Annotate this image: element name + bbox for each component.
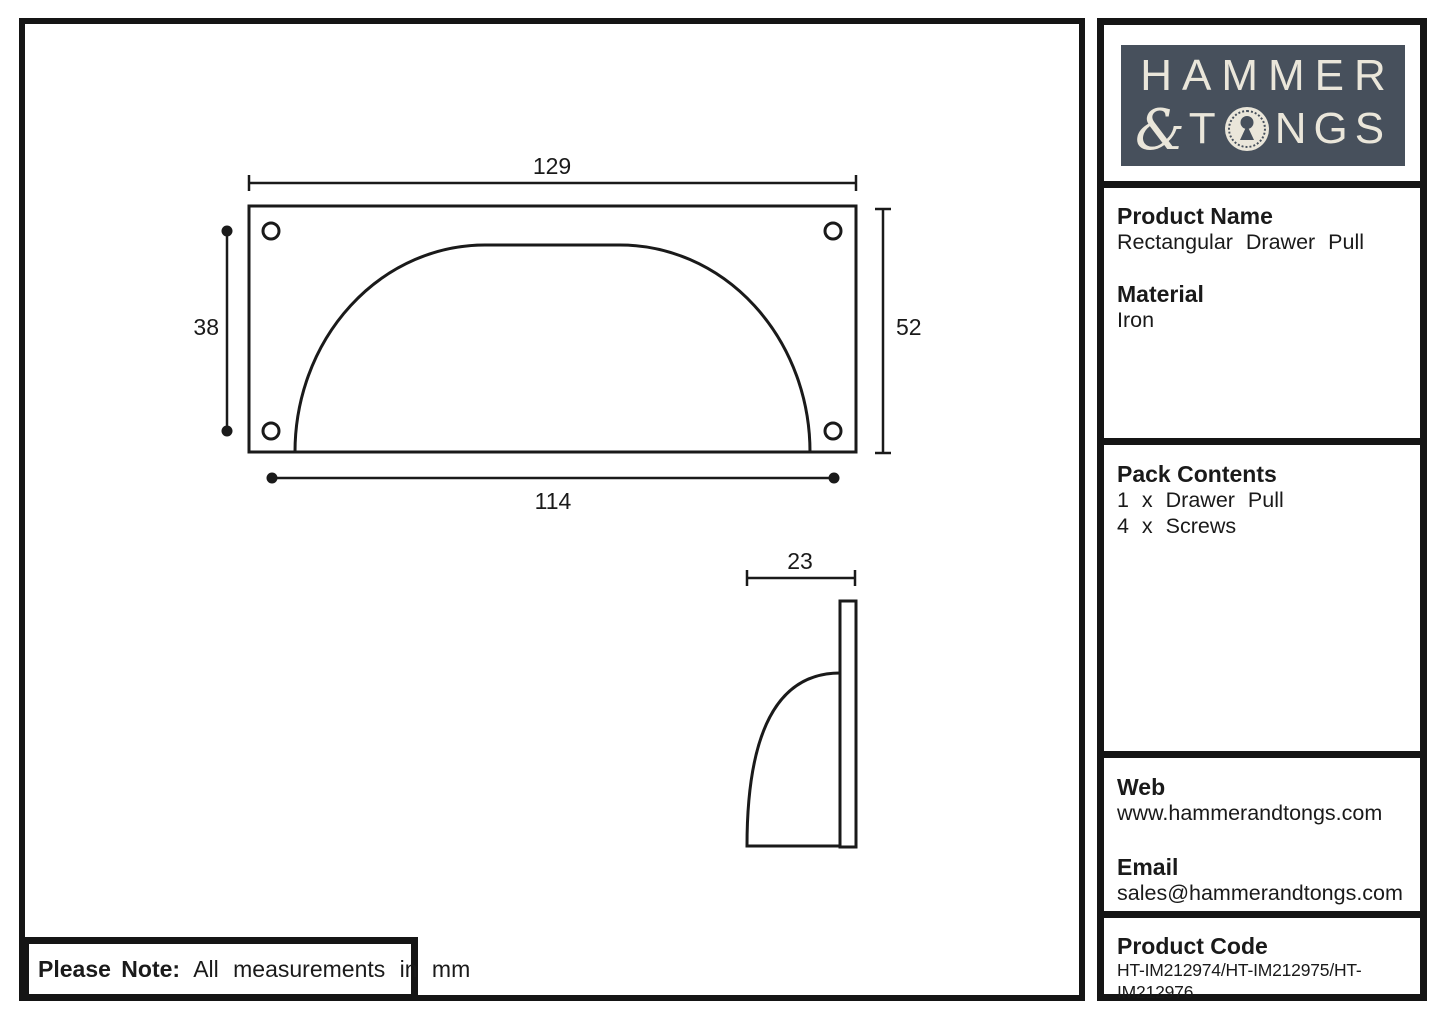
email-value: sales@hammerandtongs.com: [1117, 881, 1403, 905]
logo-letter-t: T: [1188, 104, 1223, 153]
web-value: www.hammerandtongs.com: [1117, 801, 1383, 825]
dimension-label-depth: 23: [787, 548, 813, 574]
keyhole-icon: [1225, 107, 1269, 151]
keyhole-body: [1240, 125, 1254, 140]
email-heading: Email: [1117, 854, 1179, 880]
logo-panel: [1097, 18, 1427, 188]
product-name-heading: Product Name: [1117, 203, 1273, 229]
hammer-and-tongs-logo: [1121, 45, 1405, 166]
note-text: All measurements in mm: [193, 955, 471, 982]
dimension-label-overall-height: 52: [896, 314, 922, 340]
pack-contents-panel: [1097, 438, 1427, 758]
dimension-label-cup-width: 114: [534, 488, 572, 514]
dimension-label-hole-spacing: 38: [193, 314, 219, 340]
web-heading: Web: [1117, 774, 1166, 800]
product-code-panel: [1097, 911, 1427, 1001]
pack-item: 4 x Screws: [1117, 514, 1237, 538]
material-heading: Material: [1117, 281, 1204, 307]
drawing-area-frame: [19, 18, 1085, 1001]
measurements-note: [22, 937, 471, 1001]
product-code-heading: Product Code: [1117, 933, 1268, 959]
pack-item: 1 x Drawer Pull: [1117, 488, 1284, 512]
contact-panel: [1097, 751, 1427, 918]
product-name-value: Rectangular Drawer Pull: [1117, 230, 1365, 254]
note-label: Please Note:: [38, 955, 181, 982]
material-value: Iron: [1117, 308, 1155, 332]
product-info-panel: [1097, 181, 1427, 445]
logo-word-tongs: [1134, 98, 1392, 163]
logo-letters-ngs: NGS: [1274, 104, 1392, 153]
dimension-label-overall-width: 129: [532, 153, 572, 179]
pack-contents-heading: Pack Contents: [1117, 461, 1277, 487]
product-code-value: HT-IM212974/HT-IM212975/HT-IM212976: [1117, 960, 1362, 1002]
logo-word-hammer: HAMMER: [1140, 51, 1396, 100]
logo-ampersand: &: [1134, 98, 1185, 163]
